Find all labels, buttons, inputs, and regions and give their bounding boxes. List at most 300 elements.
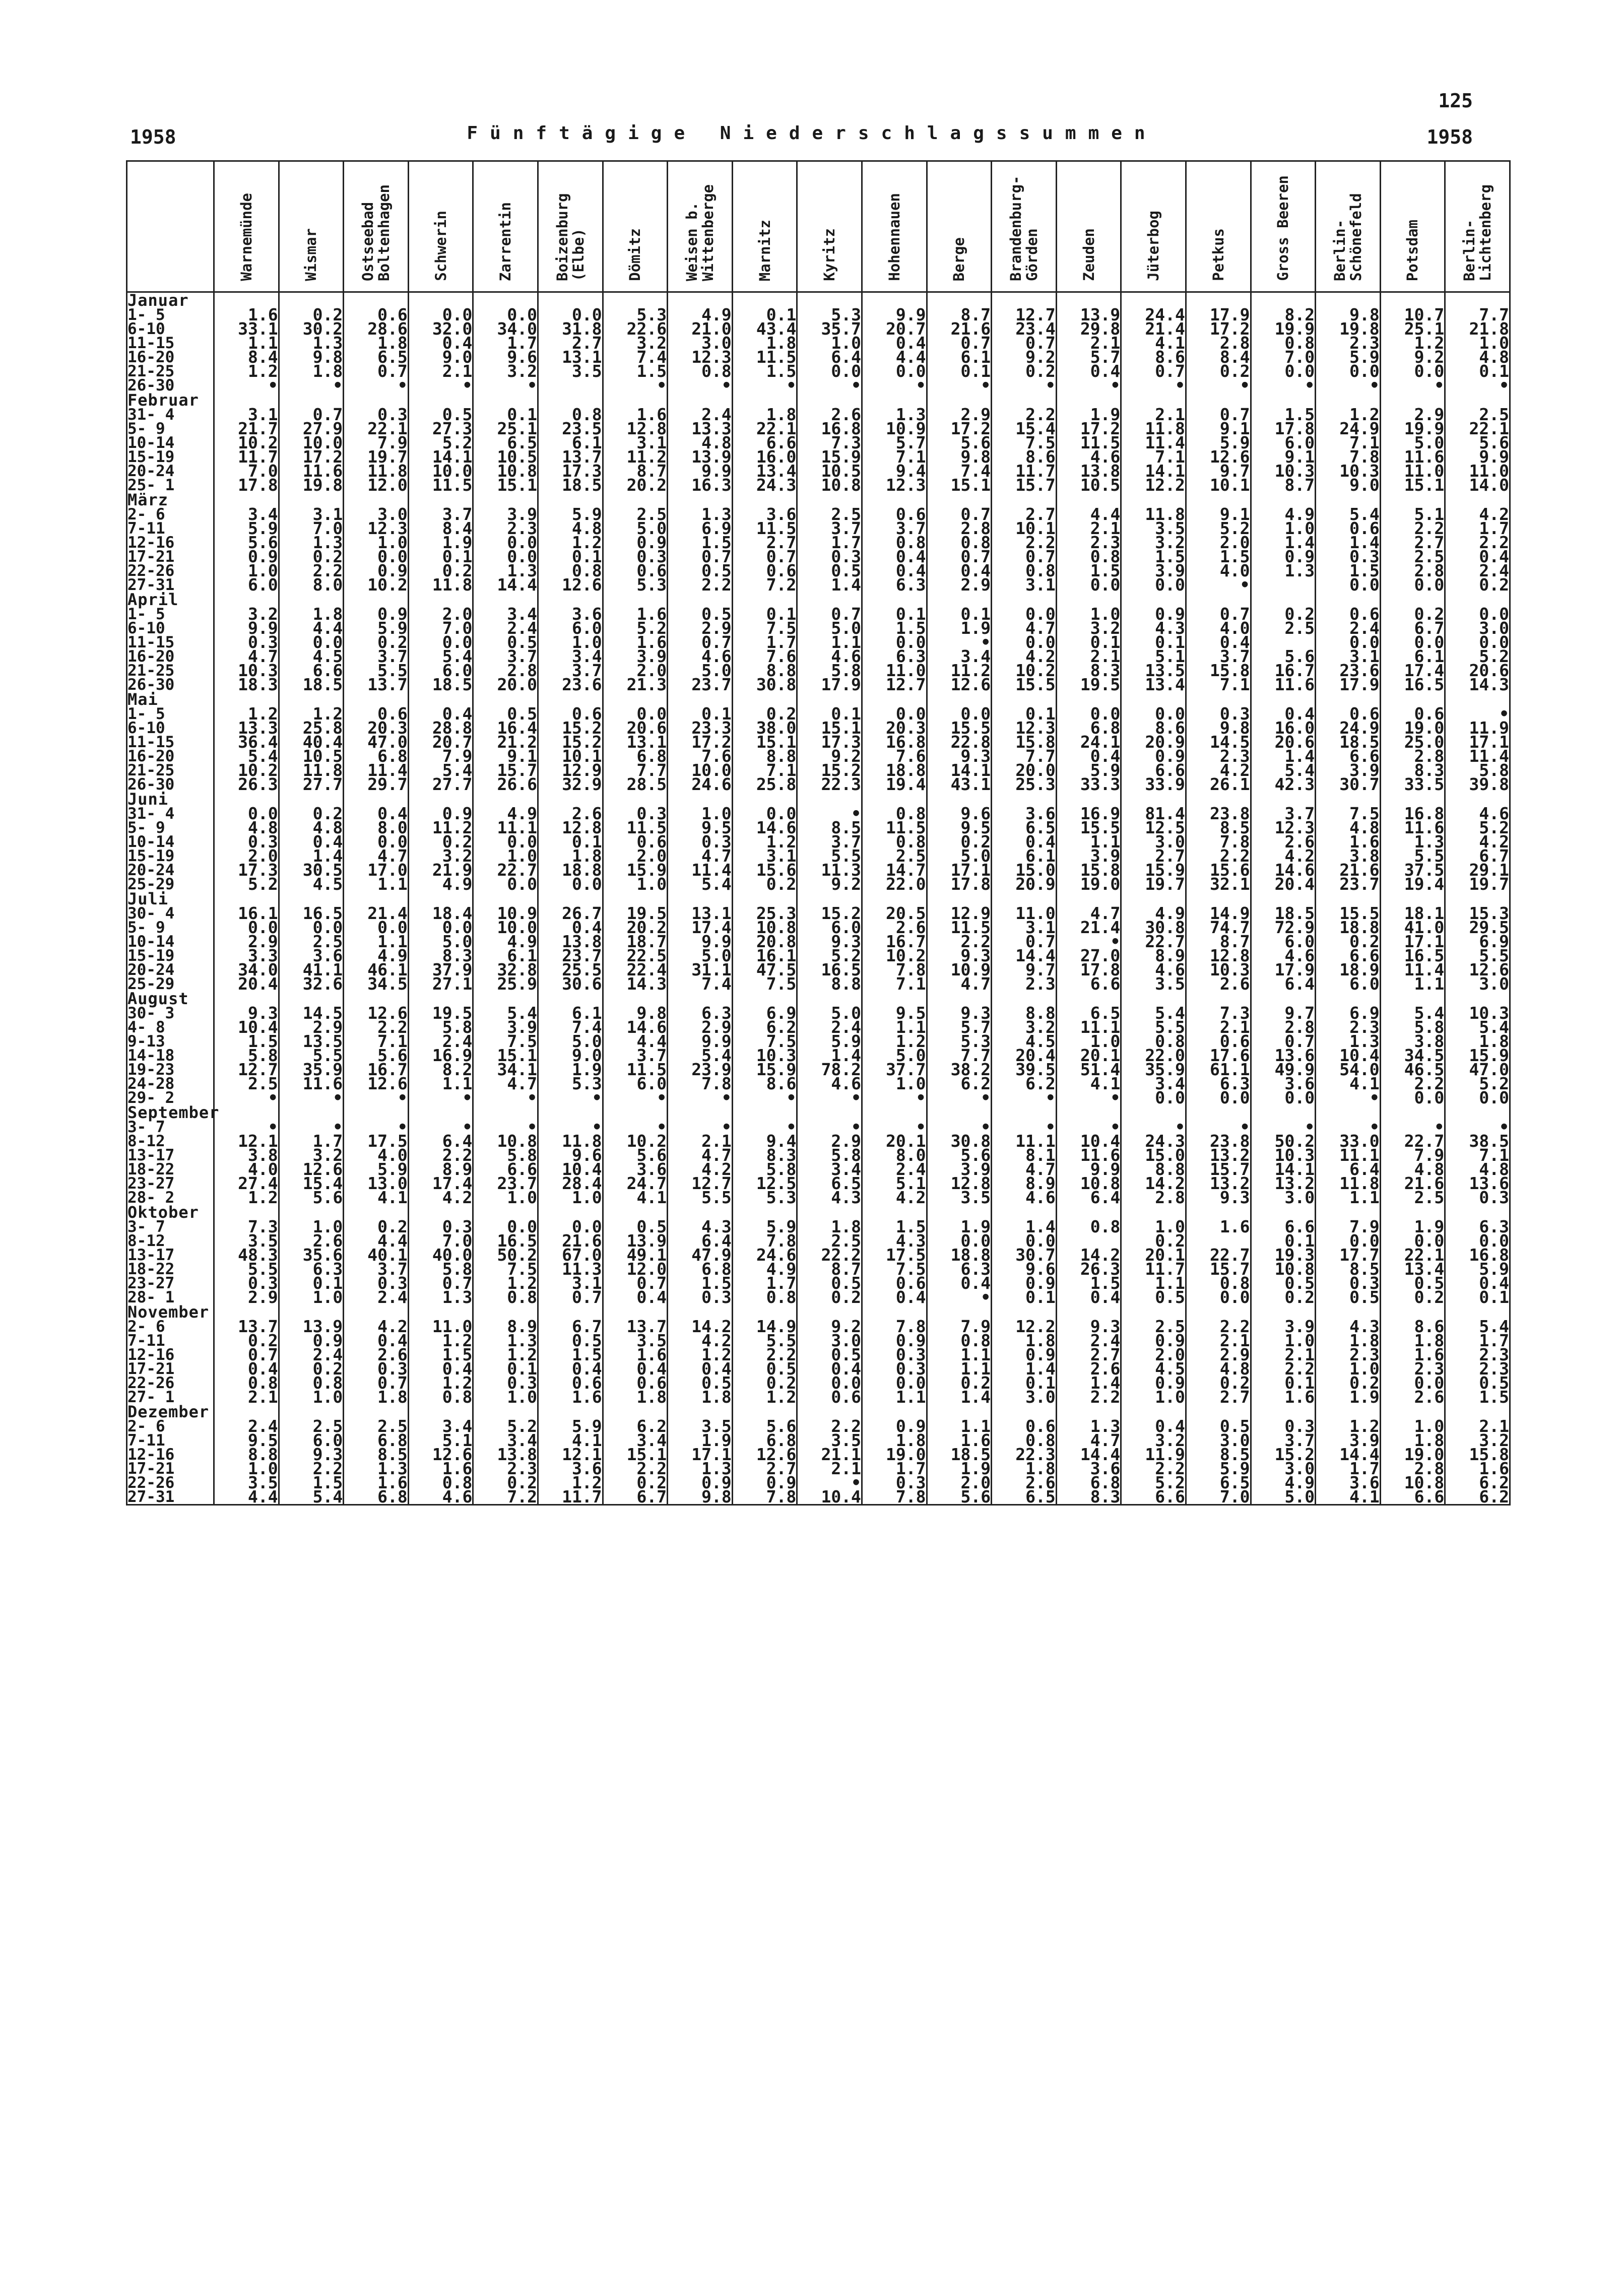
- precip-value: 16.5: [1380, 678, 1445, 692]
- precip-value: 1.8: [538, 849, 603, 863]
- precip-value: 4.2: [992, 649, 1057, 664]
- precip-value: 22.1: [1445, 422, 1510, 436]
- precip-value: 1.0: [1056, 607, 1121, 621]
- precip-value: 3.6: [1056, 1462, 1121, 1476]
- precip-value: 4.9: [732, 1262, 797, 1276]
- precip-value: 1.7: [473, 336, 538, 350]
- precip-value: 29.8: [1056, 322, 1121, 336]
- precip-value: 3.2: [473, 364, 538, 378]
- precip-value: 0.7: [1251, 1034, 1316, 1049]
- precip-value: 9.2: [992, 350, 1057, 364]
- precip-value: 0.5: [1380, 1276, 1445, 1290]
- precip-value: 1.4: [992, 1220, 1057, 1234]
- precip-value: 9.3: [927, 1006, 992, 1020]
- precip-value: 1.8: [1445, 1034, 1510, 1049]
- precip-value: 21.4: [1121, 322, 1186, 336]
- precip-value: 0.0: [992, 607, 1057, 621]
- precip-value: 5.0: [862, 1049, 927, 1063]
- precip-value: 4.1: [1056, 1077, 1121, 1091]
- precip-value: 9.3: [279, 1448, 344, 1462]
- precip-value: 38.2: [927, 1063, 992, 1077]
- period-label: 20-24: [127, 464, 214, 478]
- precip-value: 4.1: [344, 1191, 409, 1205]
- precip-value: 4.2: [668, 1162, 733, 1176]
- precip-value: 8.4: [214, 350, 279, 364]
- precip-value: 1.8: [992, 1334, 1057, 1348]
- period-label: 30- 3: [127, 1006, 214, 1020]
- precip-value: 13.1: [668, 906, 733, 921]
- precip-value: 15.7: [1186, 1262, 1251, 1276]
- precip-value: 34.0: [473, 322, 538, 336]
- precip-value: 1.8: [279, 607, 344, 621]
- precip-value: 1.3: [668, 1462, 733, 1476]
- precip-value: 5.6: [732, 1419, 797, 1433]
- precip-value: 0.0: [1445, 1091, 1510, 1105]
- precip-value: 0.2: [408, 564, 473, 578]
- precip-value: 16.5: [279, 906, 344, 921]
- precip-value: 5.6: [279, 1191, 344, 1205]
- precip-value: 0.0: [473, 550, 538, 564]
- precip-value: 8.6: [732, 1077, 797, 1091]
- precip-value: 1.0: [1251, 521, 1316, 536]
- precip-value: 16.8: [1445, 1248, 1510, 1262]
- station-header: [1251, 161, 1316, 292]
- precip-value: 9.3: [927, 749, 992, 763]
- precip-value: 27.7: [408, 777, 473, 792]
- precip-value: •: [1316, 1091, 1381, 1105]
- station-name: Jüterbog: [1145, 211, 1162, 281]
- precip-value: 6.3: [862, 649, 927, 664]
- precip-value: 14.3: [603, 977, 668, 991]
- precip-value: 0.8: [1056, 1220, 1121, 1234]
- period-label: 25-29: [127, 977, 214, 991]
- precip-value: •: [732, 1120, 797, 1134]
- precip-value: 5.9: [538, 507, 603, 521]
- precip-value: 2.2: [797, 1419, 862, 1433]
- precip-value: 2.8: [1380, 564, 1445, 578]
- precip-value: 5.1: [1121, 649, 1186, 664]
- precip-value: 26.6: [473, 777, 538, 792]
- precip-value: 8.0: [862, 1148, 927, 1162]
- precip-value: 5.5: [344, 664, 409, 678]
- precip-value: 1.1: [862, 1390, 927, 1404]
- precip-value: 3.5: [538, 364, 603, 378]
- precip-value: 47.0: [344, 735, 409, 749]
- precip-value: 0.3: [214, 835, 279, 849]
- precip-value: 3.9: [473, 507, 538, 521]
- precip-value: 0.7: [538, 1290, 603, 1304]
- station-header: [603, 161, 668, 292]
- precip-value: 13.9: [603, 1234, 668, 1248]
- precip-value: 6.0: [797, 921, 862, 935]
- precip-value: 12.7: [992, 308, 1057, 322]
- precip-value: 17.8: [214, 478, 279, 492]
- precip-value: 0.7: [992, 935, 1057, 949]
- precip-value: 32.6: [279, 977, 344, 991]
- precip-value: 22.3: [992, 1448, 1057, 1462]
- precip-value: 17.2: [668, 735, 733, 749]
- precip-value: 0.0: [797, 364, 862, 378]
- precip-value: 0.8: [408, 1390, 473, 1404]
- precip-value: 2.5: [1121, 1320, 1186, 1334]
- period-label: 5- 9: [127, 821, 214, 835]
- precip-value: 2.9: [668, 621, 733, 635]
- precip-value: 8.5: [1316, 1262, 1381, 1276]
- period-label: 20-24: [127, 863, 214, 877]
- precip-value: 16.8: [862, 735, 927, 749]
- precip-value: 1.4: [1251, 749, 1316, 763]
- precip-value: 30.7: [992, 1248, 1057, 1262]
- precip-value: 0.0: [1316, 1234, 1381, 1248]
- precip-value: 30.8: [732, 678, 797, 692]
- period-label: 2- 6: [127, 507, 214, 521]
- precip-value: 1.2: [279, 707, 344, 721]
- precip-value: 20.7: [862, 322, 927, 336]
- period-label: 30- 4: [127, 906, 214, 921]
- precip-value: 0.7: [214, 1348, 279, 1362]
- precip-value: 9.9: [1056, 1162, 1121, 1176]
- precip-value: 1.2: [214, 364, 279, 378]
- precip-value: 3.4: [603, 1433, 668, 1448]
- precip-value: 21.3: [603, 678, 668, 692]
- precip-value: 5.8: [408, 1262, 473, 1276]
- precip-value: 10.5: [1056, 478, 1121, 492]
- precip-value: 10.3: [1251, 1148, 1316, 1162]
- precip-value: 2.9: [668, 1020, 733, 1034]
- precip-value: 3.1: [992, 578, 1057, 592]
- precip-value: 2.2: [992, 536, 1057, 550]
- precip-value: 9.6: [992, 1262, 1057, 1276]
- precip-value: 6.1: [1380, 649, 1445, 664]
- precip-value: 5.6: [927, 436, 992, 450]
- precip-value: 4.2: [1186, 763, 1251, 777]
- precip-value: •: [1056, 935, 1121, 949]
- precip-value: 1.6: [603, 635, 668, 649]
- precip-value: 8.3: [1380, 763, 1445, 777]
- precip-value: 2.8: [927, 521, 992, 536]
- precip-value: 5.9: [344, 621, 409, 635]
- precip-value: 1.6: [927, 1433, 992, 1448]
- precip-value: 5.9: [1186, 436, 1251, 450]
- header-corner: [127, 161, 214, 292]
- precip-value: 10.0: [279, 436, 344, 450]
- precip-value: 12.1: [214, 1134, 279, 1148]
- precip-value: 0.0: [538, 1220, 603, 1234]
- precip-value: 0.6: [1316, 521, 1381, 536]
- station-header: [668, 161, 733, 292]
- precip-value: 22.0: [862, 877, 927, 891]
- precip-value: 6.8: [344, 749, 409, 763]
- month-label: November: [127, 1304, 214, 1320]
- precip-value: 2.1: [1445, 1419, 1510, 1433]
- precip-value: 2.9: [797, 1134, 862, 1148]
- period-label: 29- 2: [127, 1091, 214, 1105]
- precip-value: 1.5: [408, 1348, 473, 1362]
- precip-value: •: [862, 378, 927, 392]
- station-header: [862, 161, 927, 292]
- precip-value: 12.6: [1445, 963, 1510, 977]
- precip-value: 17.4: [408, 1176, 473, 1191]
- precip-value: 0.4: [862, 1290, 927, 1304]
- period-label: 1- 5: [127, 707, 214, 721]
- precip-value: 9.1: [1251, 450, 1316, 464]
- precip-value: 14.4: [473, 578, 538, 592]
- precip-value: 4.4: [214, 1490, 279, 1505]
- precip-value: 3.2: [992, 1020, 1057, 1034]
- precip-value: 46.1: [344, 963, 409, 977]
- precip-value: 23.7: [473, 1176, 538, 1191]
- precip-value: 7.5: [473, 1034, 538, 1049]
- precip-value: 0.1: [473, 408, 538, 422]
- precip-value: 81.4: [1121, 807, 1186, 821]
- precip-value: 21.7: [214, 422, 279, 436]
- precip-value: •: [344, 378, 409, 392]
- precip-value: 7.4: [538, 1020, 603, 1034]
- precip-value: 23.8: [1186, 1134, 1251, 1148]
- precip-value: 9.1: [1186, 507, 1251, 521]
- precip-value: 0.9: [214, 550, 279, 564]
- precip-value: 5.0: [668, 664, 733, 678]
- precip-value: 1.8: [992, 1462, 1057, 1476]
- precip-value: 7.3: [1186, 1006, 1251, 1020]
- precip-value: 1.6: [1380, 1348, 1445, 1362]
- precip-value: 7.9: [1380, 1148, 1445, 1162]
- precip-value: 1.2: [214, 707, 279, 721]
- precip-value: 20.2: [603, 921, 668, 935]
- precip-value: 32.8: [473, 963, 538, 977]
- precip-value: •: [732, 378, 797, 392]
- precip-value: 15.8: [992, 735, 1057, 749]
- precip-value: 1.6: [538, 1390, 603, 1404]
- precip-value: •: [992, 1091, 1057, 1105]
- precip-value: 2.2: [1121, 1462, 1186, 1476]
- precip-value: 9.3: [1186, 1191, 1251, 1205]
- precip-value: 8.6: [1121, 721, 1186, 735]
- precip-value: •: [927, 1091, 992, 1105]
- precip-value: 12.0: [344, 478, 409, 492]
- precip-value: 0.7: [1186, 607, 1251, 621]
- precip-value: 7.5: [732, 977, 797, 991]
- precip-value: 4.8: [668, 436, 733, 450]
- precip-value: 11.6: [1251, 678, 1316, 692]
- precip-value: 6.5: [1186, 1476, 1251, 1490]
- precip-value: 10.3: [1316, 464, 1381, 478]
- precip-value: 3.4: [1121, 1077, 1186, 1091]
- precip-value: 3.7: [344, 1262, 409, 1276]
- precip-value: 7.5: [473, 1262, 538, 1276]
- precip-value: 11.3: [797, 863, 862, 877]
- precip-value: 2.6: [797, 408, 862, 422]
- precip-value: 3.4: [538, 649, 603, 664]
- precip-value: 1.0: [473, 849, 538, 863]
- precip-value: 0.1: [732, 607, 797, 621]
- precip-value: 7.8: [862, 963, 927, 977]
- precip-value: 0.8: [538, 564, 603, 578]
- precip-value: 5.5: [214, 1262, 279, 1276]
- precip-value: 49.9: [1251, 1063, 1316, 1077]
- precip-value: 6.3: [862, 578, 927, 592]
- table-row: [127, 1191, 1510, 1205]
- precip-value: 0.1: [1121, 635, 1186, 649]
- precip-value: 11.6: [1056, 1148, 1121, 1162]
- period-label: 21-25: [127, 364, 214, 378]
- precip-value: 12.6: [408, 1448, 473, 1462]
- precip-value: 0.8: [538, 408, 603, 422]
- precip-value: 10.3: [1251, 464, 1316, 478]
- precip-value: 0.8: [927, 536, 992, 550]
- precip-value: 3.4: [927, 649, 992, 664]
- precip-value: 3.9: [927, 1162, 992, 1176]
- precip-value: 20.0: [992, 763, 1057, 777]
- precip-value: 1.3: [1251, 564, 1316, 578]
- precip-value: 0.4: [927, 1276, 992, 1290]
- precip-value: 0.4: [862, 336, 927, 350]
- precip-value: 31.1: [668, 963, 733, 977]
- precip-value: 18.7: [603, 935, 668, 949]
- precip-value: 0.4: [1056, 749, 1121, 763]
- precip-value: 47.9: [668, 1248, 733, 1262]
- precip-value: 0.2: [927, 1376, 992, 1390]
- precip-value: 2.3: [992, 977, 1057, 991]
- precip-value: •: [603, 378, 668, 392]
- precip-value: 17.3: [797, 735, 862, 749]
- precip-value: 35.9: [279, 1063, 344, 1077]
- precip-value: 5.9: [344, 1162, 409, 1176]
- precip-value: 5.6: [603, 1148, 668, 1162]
- precip-value: 11.8: [1316, 1176, 1381, 1191]
- precip-value: 10.7: [1380, 308, 1445, 322]
- precip-value: 0.9: [668, 1476, 733, 1490]
- precip-value: 0.0: [473, 877, 538, 891]
- precip-value: 0.0: [408, 921, 473, 935]
- precip-value: 2.0: [603, 849, 668, 863]
- precip-value: 6.0: [1251, 935, 1316, 949]
- precip-value: 0.3: [473, 1376, 538, 1390]
- precip-value: 0.3: [797, 550, 862, 564]
- precip-value: 0.0: [279, 635, 344, 649]
- period-label: 12-16: [127, 1448, 214, 1462]
- precip-value: 0.8: [279, 1376, 344, 1390]
- station-name: Schwerin: [432, 211, 449, 281]
- precip-value: 9.5: [214, 1433, 279, 1448]
- precip-value: 0.5: [473, 635, 538, 649]
- precip-value: 6.7: [538, 1320, 603, 1334]
- precip-value: 3.0: [1445, 621, 1510, 635]
- precip-value: 2.0: [927, 1476, 992, 1490]
- precip-value: 17.3: [538, 464, 603, 478]
- precip-value: 2.2: [1380, 521, 1445, 536]
- precip-value: 17.2: [279, 450, 344, 464]
- precip-value: 33.1: [214, 322, 279, 336]
- precip-value: 7.5: [732, 621, 797, 635]
- precip-value: 9.1: [473, 749, 538, 763]
- precip-value: 6.6: [1121, 763, 1186, 777]
- precip-value: 1.3: [279, 536, 344, 550]
- precip-value: 0.6: [1380, 707, 1445, 721]
- precip-value: 0.0: [408, 308, 473, 322]
- precip-value: 2.2: [1380, 1077, 1445, 1091]
- precip-value: •: [1251, 378, 1316, 392]
- precip-value: 12.8: [538, 821, 603, 835]
- precip-value: 1.5: [1056, 1276, 1121, 1290]
- precip-value: •: [279, 1091, 344, 1105]
- precip-value: 4.7: [1056, 1433, 1121, 1448]
- precip-value: 9.9: [668, 935, 733, 949]
- precip-value: 14.5: [279, 1006, 344, 1020]
- precip-value: 9.8: [1316, 308, 1381, 322]
- precip-value: •: [408, 378, 473, 392]
- precip-value: 24.3: [732, 478, 797, 492]
- precip-value: 3.0: [992, 1390, 1057, 1404]
- precip-value: 6.6: [1251, 1220, 1316, 1234]
- precip-value: 1.6: [1251, 1390, 1316, 1404]
- station-header: [1380, 161, 1445, 292]
- precip-value: 1.5: [1445, 1390, 1510, 1404]
- precip-value: 0.5: [473, 707, 538, 721]
- precip-value: 0.7: [344, 1376, 409, 1390]
- precip-value: 11.8: [408, 578, 473, 592]
- precip-value: 2.2: [732, 1348, 797, 1362]
- precip-value: 2.7: [1121, 849, 1186, 863]
- precip-value: 46.5: [1380, 1063, 1445, 1077]
- precip-value: 21.2: [473, 735, 538, 749]
- precip-value: 5.0: [538, 1034, 603, 1049]
- precip-value: 2.6: [538, 807, 603, 821]
- precip-value: 5.4: [1380, 1006, 1445, 1020]
- precip-value: 15.1: [797, 721, 862, 735]
- precip-value: 15.6: [732, 863, 797, 877]
- precip-value: 1.6: [214, 308, 279, 322]
- precip-value: 9.2: [1380, 350, 1445, 364]
- period-label: 18-22: [127, 1162, 214, 1176]
- precip-value: 0.0: [538, 308, 603, 322]
- precip-value: 0.2: [732, 1376, 797, 1390]
- precip-value: 23.8: [1186, 807, 1251, 821]
- precip-value: 1.7: [862, 1462, 927, 1476]
- precip-value: 10.2: [214, 763, 279, 777]
- precip-value: 78.2: [797, 1063, 862, 1077]
- precip-value: 11.6: [1380, 450, 1445, 464]
- precip-value: 24.9: [1316, 422, 1381, 436]
- precip-value: 9.0: [408, 350, 473, 364]
- precip-value: 5.5: [732, 1334, 797, 1348]
- period-label: 31- 4: [127, 807, 214, 821]
- precip-value: 4.2: [668, 1334, 733, 1348]
- precip-value: •: [473, 1120, 538, 1134]
- precip-value: 0.4: [668, 1362, 733, 1376]
- precip-value: 4.9: [668, 308, 733, 322]
- precip-value: 11.2: [603, 450, 668, 464]
- period-label: 26-30: [127, 777, 214, 792]
- precip-value: 13.7: [603, 1320, 668, 1334]
- precip-value: 0.8: [862, 536, 927, 550]
- precip-value: 12.7: [668, 1176, 733, 1191]
- precip-value: 4.5: [279, 877, 344, 891]
- precip-value: 23.7: [538, 949, 603, 963]
- precip-value: •: [1121, 1120, 1186, 1134]
- station-name: Zeuden: [1080, 228, 1097, 281]
- precip-value: 2.1: [408, 364, 473, 378]
- period-label: 25- 1: [127, 478, 214, 492]
- precip-value: 10.8: [732, 921, 797, 935]
- precip-value: 0.0: [1251, 1091, 1316, 1105]
- precip-value: 51.4: [1056, 1063, 1121, 1077]
- precip-value: •: [538, 1091, 603, 1105]
- precip-value: 22.1: [1380, 1248, 1445, 1262]
- precip-value: 0.4: [344, 807, 409, 821]
- precip-value: 1.2: [732, 835, 797, 849]
- precip-value: 4.6: [1445, 807, 1510, 821]
